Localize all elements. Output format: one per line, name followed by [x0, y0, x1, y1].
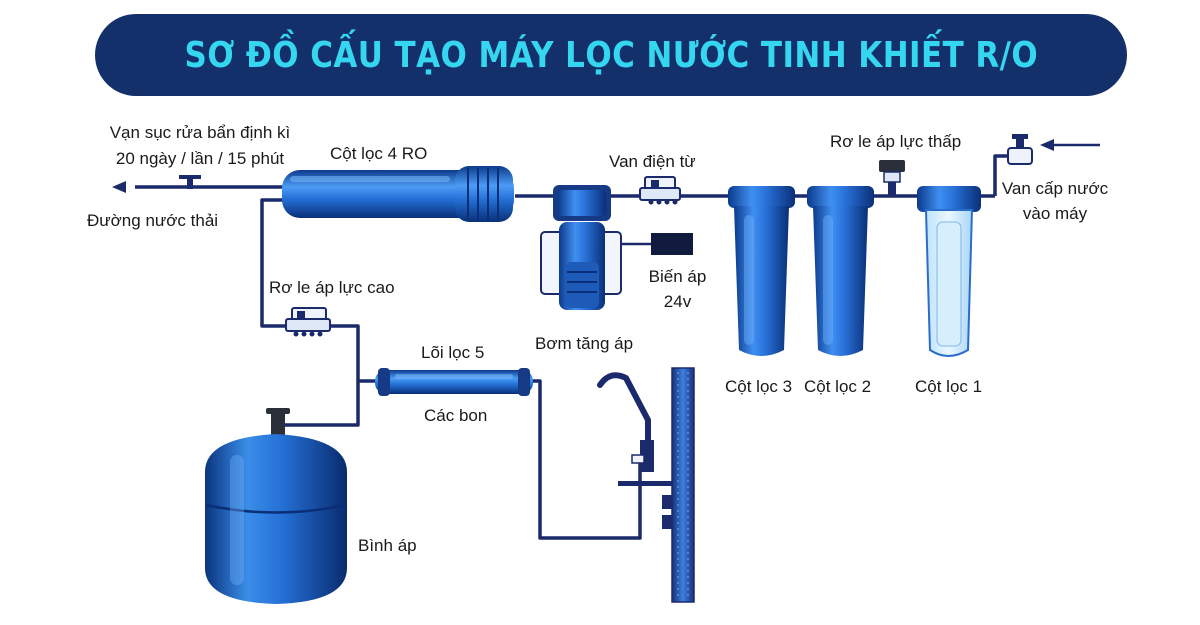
inlet-valve-label-line2: vào máy — [1022, 204, 1088, 223]
solenoid-valve-icon — [640, 177, 680, 205]
filter-housing-2-icon — [807, 186, 874, 356]
ro-filter-label: Cột lọc 4 RO — [330, 144, 428, 163]
filter-1-label: Cột lọc 1 — [915, 377, 983, 396]
filter-3-label: Cột lọc 3 — [725, 377, 793, 396]
pressure-tank-label: Bình áp — [358, 536, 417, 555]
faucet-icon — [600, 375, 674, 486]
transformer-label-line1: Biến áp — [648, 267, 707, 286]
carbon-filter-5-icon — [375, 368, 533, 396]
faucet-pipe — [528, 381, 640, 538]
filter-2-label: Cột lọc 2 — [804, 377, 872, 396]
filter-5-label: Lõi lọc 5 — [421, 343, 485, 362]
page-title: SƠ ĐỒ CẤU TẠO MÁY LỌC NƯỚC TINH KHIẾT R/O — [184, 34, 1038, 76]
filter-housing-3-icon — [728, 186, 795, 356]
transformer-label-line2: 24v — [663, 292, 692, 311]
waste-line-label: Đường nước thải — [87, 211, 219, 230]
filter-5-sublabel: Các bon — [424, 406, 488, 425]
low-pressure-switch-icon — [879, 160, 905, 196]
flush-valve-label — [105, 122, 295, 170]
high-pressure-switch-label: Rơ le áp lực cao — [269, 278, 395, 297]
inlet-valve-label-line1: Van cấp nước — [1001, 179, 1109, 198]
high-pressure-switch-icon — [286, 308, 330, 337]
transformer-label — [640, 266, 715, 313]
inlet-valve-label — [1000, 178, 1110, 225]
waste-arrow-head — [112, 181, 126, 193]
inlet-valve-icon — [1008, 134, 1032, 164]
ro-membrane-icon — [282, 166, 514, 222]
solenoid-valve-label: Van điện từ — [609, 152, 696, 171]
tank-pipe — [276, 381, 358, 435]
pressure-tank-icon — [205, 408, 347, 604]
booster-pump-icon — [541, 185, 621, 310]
flush-valve-label-line2: 20 ngày / lần / 15 phút — [115, 149, 285, 168]
inlet-arrow — [1040, 139, 1100, 151]
booster-pump-label: Bơm tăng áp — [535, 334, 634, 353]
filter-housing-1-icon — [917, 186, 981, 356]
low-pressure-switch-label: Rơ le áp lực thấp — [830, 132, 962, 151]
transformer-icon — [622, 233, 693, 255]
flush-valve-label-line1: Vạn sục rửa bẩn định kì — [109, 123, 291, 142]
